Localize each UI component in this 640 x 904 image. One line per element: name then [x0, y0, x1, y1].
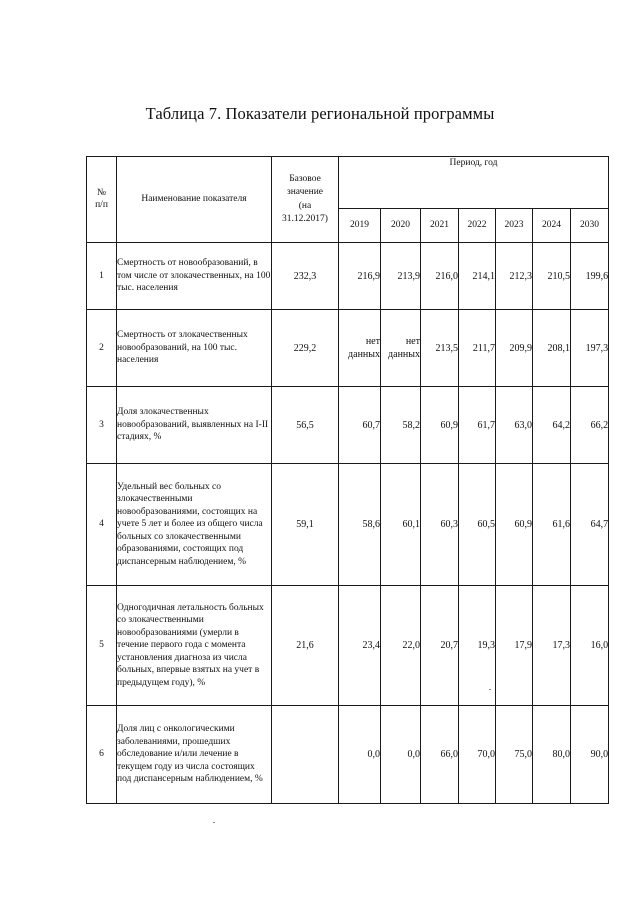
header-year: 2019 — [339, 209, 381, 243]
row-value: 64,7 — [571, 464, 609, 586]
row-value: нет данных — [339, 310, 381, 387]
row-num: 3 — [87, 387, 117, 464]
row-value: 58,2 — [381, 387, 421, 464]
row-name-text: Смертность от злокачественных новообразований, на 100 тыс. населения — [117, 330, 248, 366]
row-value: 197,3 — [571, 310, 609, 387]
row-name — [117, 586, 272, 706]
header-name: Наименование показателя — [117, 157, 272, 243]
row-value: 60,5 — [459, 464, 496, 586]
row-value: нет данных — [381, 310, 421, 387]
row-name — [117, 464, 272, 586]
row-base: 56,5 — [272, 387, 339, 464]
row-value: 60,3 — [421, 464, 459, 586]
row-value: 60,1 — [381, 464, 421, 586]
row-base: 59,1 — [272, 464, 339, 586]
row-value: 208,1 — [533, 310, 571, 387]
table-row — [87, 243, 609, 310]
header-year: 2023 — [496, 209, 533, 243]
header-year: 2030 — [571, 209, 609, 243]
row-value: 61,7 — [459, 387, 496, 464]
header-year: 2024 — [533, 209, 571, 243]
row-value: 0,0 — [339, 706, 381, 804]
row-name-text: Доля злокачественных новообразований, выявленных на I-II стадиях, % — [117, 407, 269, 443]
row-name-text: Одногодичная летальность больных со злокачественными новообразованиями (умерли в течение первого года с момента установления диагноза из числа больных, впервые взятых на учет в предыдущем году), % — [117, 602, 264, 688]
scan-speck — [489, 689, 491, 690]
indicators-table — [86, 156, 609, 804]
table-row — [87, 706, 609, 804]
row-name — [117, 310, 272, 387]
row-value: 64,2 — [533, 387, 571, 464]
row-value: 60,7 — [339, 387, 381, 464]
row-value: 60,9 — [421, 387, 459, 464]
scan-speck — [213, 822, 215, 823]
row-value: 216,9 — [339, 243, 381, 310]
row-value: 90,0 — [571, 706, 609, 804]
row-value: 211,7 — [459, 310, 496, 387]
row-value: 22,0 — [381, 586, 421, 706]
table-title: Таблица 7. Показатели региональной программы — [145, 104, 495, 123]
header-year: 2021 — [421, 209, 459, 243]
row-value: 63,0 — [496, 387, 533, 464]
header-row — [87, 157, 609, 209]
row-value: 19,3 — [459, 586, 496, 706]
row-base — [272, 706, 339, 804]
row-value: 20,7 — [421, 586, 459, 706]
row-name — [117, 243, 272, 310]
row-value: 17,9 — [496, 586, 533, 706]
header-period: Период, год — [339, 157, 609, 209]
row-num: 6 — [87, 706, 117, 804]
row-name-text: Удельный вес больных со злокачественными новообразованиями, состоящих на учете 5 лет и более из общего числа больных со злокачественными образованиями, состоящих под диспансерным наблюдением, % — [117, 481, 263, 567]
table-row — [87, 464, 609, 586]
row-num: 4 — [87, 464, 117, 586]
row-num: 1 — [87, 243, 117, 310]
row-value: 66,0 — [421, 706, 459, 804]
row-num: 2 — [87, 310, 117, 387]
header-base: Базовое значение (на 31.12.2017) — [272, 157, 339, 243]
row-value: 214,1 — [459, 243, 496, 310]
row-value: 66,2 — [571, 387, 609, 464]
row-value: 0,0 — [381, 706, 421, 804]
row-value: 199,6 — [571, 243, 609, 310]
row-base: 21,6 — [272, 586, 339, 706]
row-value: 212,3 — [496, 243, 533, 310]
table-row — [87, 387, 609, 464]
header-year: 2020 — [381, 209, 421, 243]
row-value: 213,5 — [421, 310, 459, 387]
header-year: 2022 — [459, 209, 496, 243]
table-row — [87, 310, 609, 387]
row-num: 5 — [87, 586, 117, 706]
row-value: 213,9 — [381, 243, 421, 310]
row-value: 216,0 — [421, 243, 459, 310]
row-value: 60,9 — [496, 464, 533, 586]
row-name-text: Доля лиц с онкологическими заболеваниями, прошедших обследование и/или лечение в текущем году из числа состоящих под диспансерным наблюдением, % — [117, 724, 263, 785]
row-value: 210,5 — [533, 243, 571, 310]
row-value: 58,6 — [339, 464, 381, 586]
row-value: 75,0 — [496, 706, 533, 804]
row-name-text: Смертность от новообразований, в том числе от злокачественных, на 100 тыс. населения — [117, 258, 271, 294]
row-value: 70,0 — [459, 706, 496, 804]
row-value: 80,0 — [533, 706, 571, 804]
row-base: 232,3 — [272, 243, 339, 310]
row-value: 209,9 — [496, 310, 533, 387]
row-name — [117, 387, 272, 464]
row-base: 229,2 — [272, 310, 339, 387]
row-value: 61,6 — [533, 464, 571, 586]
table-row — [87, 586, 609, 706]
row-value: 23,4 — [339, 586, 381, 706]
row-value: 16,0 — [571, 586, 609, 706]
row-value: 17,3 — [533, 586, 571, 706]
header-num: № п/п — [87, 157, 117, 243]
row-name — [117, 706, 272, 804]
